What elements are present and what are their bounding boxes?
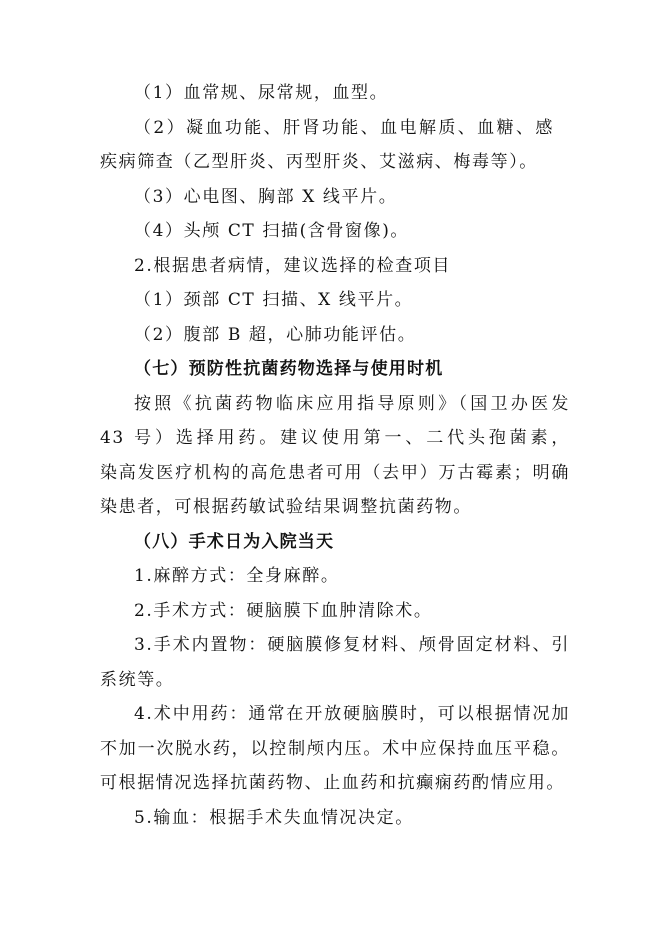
text-line-abdominal-ultrasound: （2）腹部 B 超，心肺功能评估。: [134, 325, 417, 345]
text-line-coagulation: （2）凝血功能、肝肾功能、血电解质、血糖、感: [134, 118, 554, 138]
text-line-dehydration: 不加一次脱水药，以控制颅内压。术中应保持血压平稳。: [100, 739, 570, 759]
text-line-intraop-meds: 4.术中用药：通常在开放硬脑膜时，可以根据情况加: [134, 704, 570, 724]
text-line-other-meds: 可根据情况选择抗菌药物、止血药和抗癫痫药酌情应用。: [100, 773, 565, 793]
text-line-blood-tests: （1）血常规、尿常规，血型。: [134, 83, 389, 103]
section-heading-surgery-day: （八）手术日为入院当天: [134, 532, 335, 552]
text-line-vancomycin: 染高发医疗机构的高危患者可用（去甲）万古霉素；明确: [100, 463, 570, 483]
text-line-optional-exams-heading: 2.根据患者病情，建议选择的检查项目: [134, 256, 452, 276]
text-line-head-ct: （4）头颅 CT 扫描(含骨窗像)。: [134, 221, 410, 241]
text-line-adjust-antibiotics: 染患者，可根据药敏试验结果调整抗菌药物。: [100, 497, 472, 517]
text-line-antibiotic-guideline: 按照《抗菌药物临床应用指导原则》（国卫办医发: [134, 394, 570, 414]
section-heading-antibiotics: （七）预防性抗菌药物选择与使用时机: [134, 359, 444, 379]
text-line-surgical-method: 2.手术方式：硬脑膜下血肿清除术。: [134, 601, 433, 621]
text-line-implants: 3.手术内置物：硬脑膜修复材料、颅骨固定材料、引: [134, 635, 570, 655]
text-line-ecg-xray: （3）心电图、胸部 X 线平片。: [134, 187, 398, 207]
text-line-implants-cont: 系统等。: [100, 670, 175, 690]
text-line-infection-screening: 疾病筛查（乙型肝炎、丙型肝炎、艾滋病、梅毒等）。: [100, 152, 538, 172]
text-line-transfusion: 5.输血：根据手术失血情况决定。: [134, 808, 414, 828]
text-line-cephalosporin: 43 号）选择用药。建议使用第一、二代头孢菌素，: [100, 428, 570, 448]
text-line-neck-ct: （1）颈部 CT 扫描、X 线平片。: [134, 290, 414, 310]
text-line-anesthesia: 1.麻醉方式：全身麻醉。: [134, 566, 340, 586]
